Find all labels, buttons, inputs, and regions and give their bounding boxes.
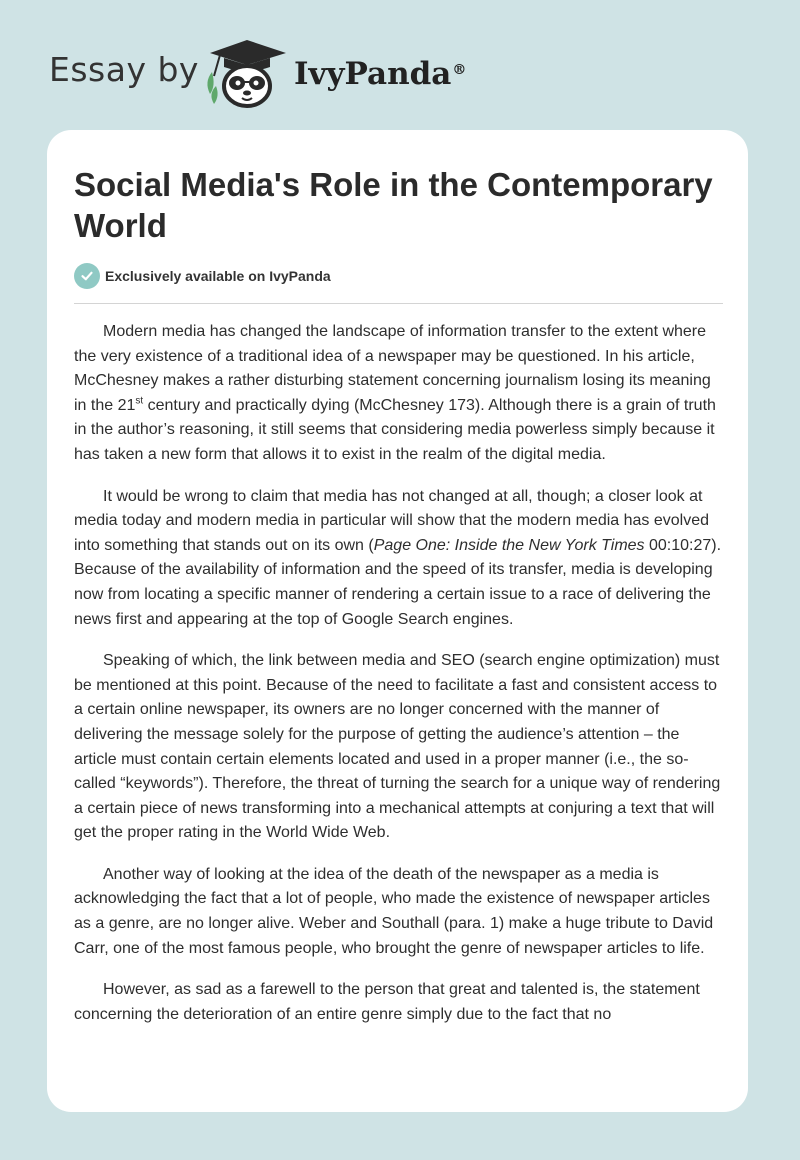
exclusive-badge-text: Exclusively available on IvyPanda bbox=[105, 268, 331, 284]
essay-by-label: Essay by bbox=[49, 50, 199, 89]
paragraph: Another way of looking at the idea of the death of the newspaper as a media is acknowledging the fact that a lot of people, who made the existence of newspaper articles as a genre, are no longer alive. Weber and Southall (para. 1) make a huge tribute to David Carr, one of the most famous people, who brought the genre of newspaper articles to life. bbox=[74, 865, 714, 957]
paragraph: Modern media has changed the landscape of information transfer to the extent where the very existence of a traditional idea of a newspaper may be questioned. In his article, McChesney makes a rather disturbing statement concerning journalism losing its meaning in the 21st century and practically dying (McChesney 173). Although there is a grain of truth in the author’s reasoning, it still seems that considering media powerless simply because it has taken a new form that allows it to exist in the realm of the digital media. bbox=[74, 323, 716, 463]
paragraph: Speaking of which, the link between media and SEO (search engine optimization) must be mentioned at this point. Because of the need to facilitate a fast and consistent access to a certain online newspaper, its owners are no longer concerned with the manner of delivering the message solely for the purpose of getting the audience’s attention – the article must contain certain elements located and used in a proper manner (i.e., the so-called “keywords”). Therefore, the threat of turning the search for a unique way of rendering a certain piece of news transforming into a mechanical attempts at conjuring a text that will get the proper rating in the World Wide Web. bbox=[74, 652, 721, 842]
panda-graduate-icon[interactable] bbox=[200, 36, 290, 110]
page-title: Social Media's Role in the Contemporary World bbox=[74, 166, 713, 244]
site-header bbox=[0, 0, 800, 125]
brand-name[interactable] bbox=[294, 54, 466, 94]
checkmark-icon bbox=[74, 263, 100, 289]
registered-mark: ® bbox=[452, 62, 467, 78]
film-title: Page One: Inside the New York Times bbox=[373, 536, 645, 554]
divider bbox=[74, 303, 723, 304]
essay-body bbox=[74, 320, 724, 1044]
paragraph: However, as sad as a farewell to the person that great and talented is, the statement concerning the deterioration of an entire genre simply due to the fact that no bbox=[74, 981, 700, 1023]
paragraph: It would be wrong to claim that media has not changed at all, though; a closer look at media today and modern media in particular will show that the modern media has evolved into something that stands out on its own (Page One: Inside the New York Times 00:10:27). Because of the availability of information and the speed of its transfer, media is developing now from locating a specific manner of rendering a certain issue to a race of delivering the news first and appearing at the top of Google Search engines. bbox=[74, 487, 722, 628]
brand-text: IvyPanda bbox=[294, 56, 452, 92]
essay-card bbox=[47, 130, 748, 1112]
exclusive-badge bbox=[74, 263, 331, 289]
